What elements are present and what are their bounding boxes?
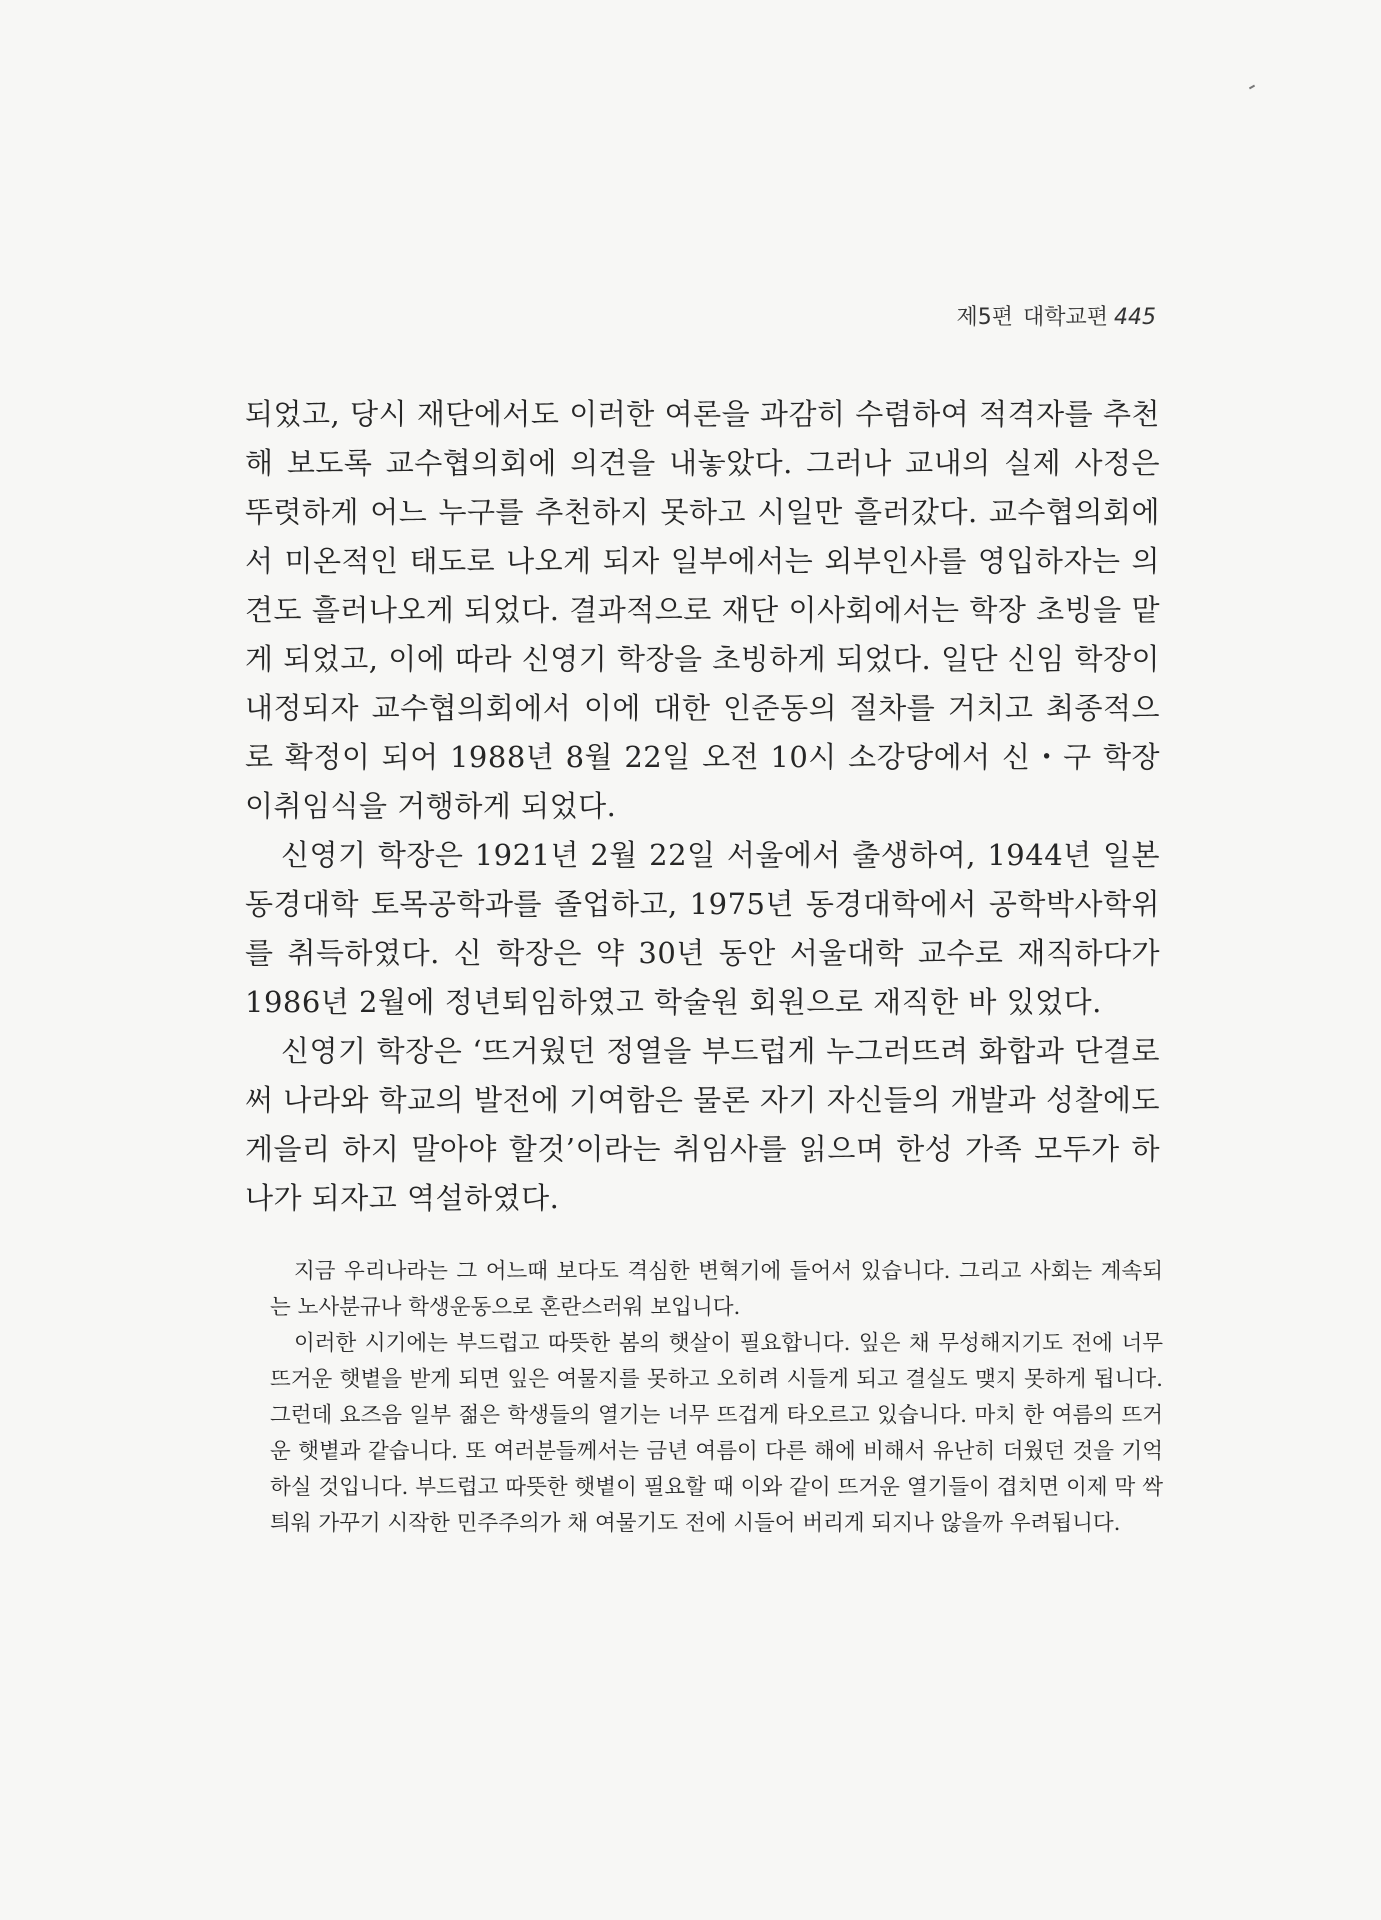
header-title: 대학교편 xyxy=(1022,305,1108,330)
quote-paragraph-1: 지금 우리나라는 그 어느때 보다도 격심한 변혁기에 들어서 있습니다. 그리고 사회는 계속되는 노사분규나 학생운동으로 혼란스러워 보입니다. xyxy=(270,1259,1163,1320)
header-section: 제5편 xyxy=(956,305,1013,330)
body-paragraph-1: 되었고, 당시 재단에서도 이러한 여론을 과감히 수렴하여 적격자를 추천해 보도록 교수협의회에 의견을 내놓았다. 그러나 교내의 실제 사정은 뚜렷하게 어느 누구를 추천하지 못하고 시일만 흘러갔다. 교수협의회에서 미온적인 태도로 나오게 되자 일부에서는 외부인사를 영입하자는 의견도 흘러나오게 되었다. 결과적으로 재단 이사회에서는 학장 초빙을 맡게 되었고, 이에 따라 신영기 학장을 초빙하게 되었다. 일단 신임 학장이 내정되자 교수협의회에서 이에 대한 인준동의 절차를 거치고 최종적으로 확정이 되어 1988년 8월 22일 오전 10시 소강당에서 신・구 학장 이취임식을 거행하게 되었다. xyxy=(245,397,1161,823)
body-paragraph-2: 신영기 학장은 1921년 2월 22일 서울에서 출생하여, 1944년 일본 동경대학 토목공학과를 졸업하고, 1975년 동경대학에서 공학박사학위를 취득하였다. 신 학장은 약 30년 동안 서울대학 교수로 재직하다가 1986년 2월에 정년퇴임하였고 학술원 회원으로 재직한 바 있었다. xyxy=(245,838,1160,1019)
quote-paragraph-2: 이러한 시기에는 부드럽고 따뜻한 봄의 햇살이 필요합니다. 잎은 채 무성해지기도 전에 너무 뜨거운 햇볕을 받게 되면 잎은 여물지를 못하고 오히려 시들게 되고 결실도 맺지 못하게 됩니다. 그런데 요즈음 일부 젊은 학생들의 열기는 너무 뜨겁게 타오르고 있습니다. 마치 한 여름의 뜨거운 햇볕과 같습니다. 또 여러분들께서는 금년 여름이 다른 해에 비해서 유난히 더웠던 것을 기억하실 것입니다. 부드럽고 따뜻한 햇볕이 필요할 때 이와 같이 뜨거운 열기들이 겹치면 이제 막 싹틔워 가꾸기 시작한 민주주의가 채 여물기도 전에 시들어 버리게 되지나 않을까 우려됩니다. xyxy=(270,1331,1163,1536)
scan-speck xyxy=(1249,85,1255,90)
running-header xyxy=(956,300,1156,331)
body-paragraph-3: 신영기 학장은 ‘뜨거웠던 정열을 부드럽게 누그러뜨려 화합과 단결로써 나라와 학교의 발전에 기여함은 물론 자기 자신들의 개발과 성찰에도 게을리 하지 말아야 할것’이라는 취임사를 읽으며 한성 가족 모두가 하나가 되자고 역설하였다. xyxy=(245,1034,1160,1215)
inaugural-speech-excerpt xyxy=(270,1254,1163,1542)
page-number: 445 xyxy=(1114,305,1156,330)
body-text xyxy=(245,390,1160,1223)
